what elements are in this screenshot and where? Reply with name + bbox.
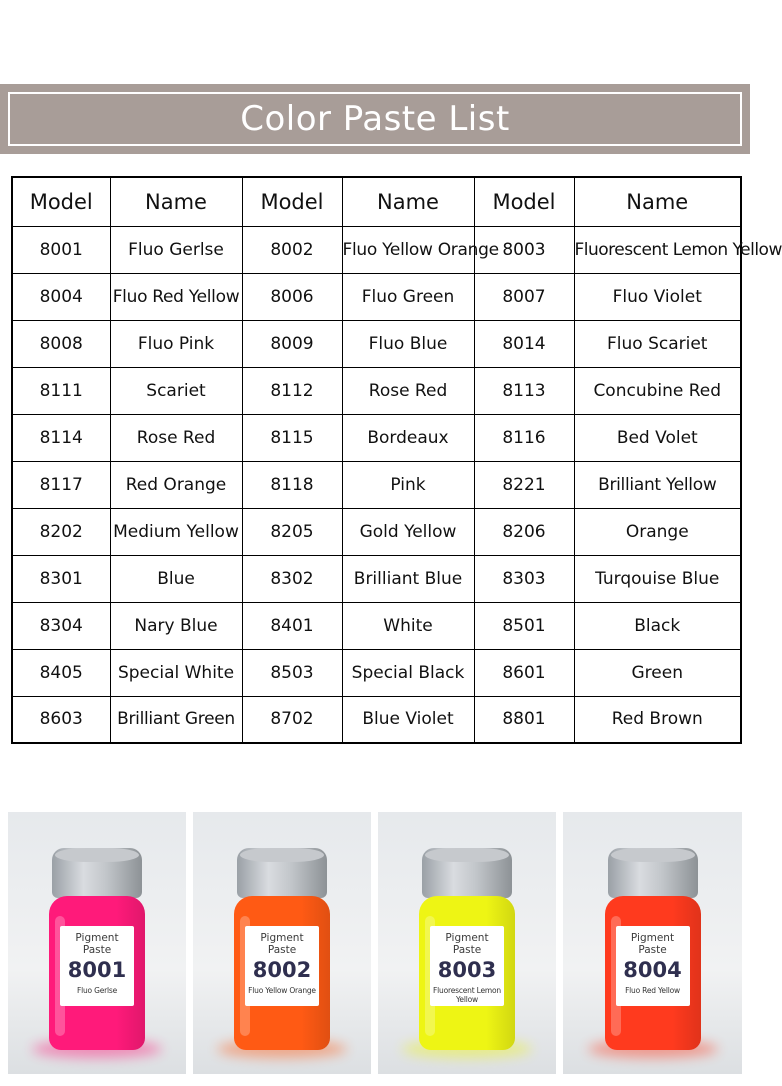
label-name: Fluorescent Lemon Yellow bbox=[433, 986, 501, 1004]
label-model: 8004 bbox=[623, 958, 682, 982]
column-header-model: Model bbox=[474, 177, 574, 226]
model-cell: 8601 bbox=[474, 649, 574, 696]
name-cell: Fluo Violet bbox=[574, 273, 741, 320]
name-cell: Red Brown bbox=[574, 696, 741, 743]
name-cell: Bed Volet bbox=[574, 414, 741, 461]
model-cell: 8114 bbox=[12, 414, 110, 461]
name-cell: Red Orange bbox=[110, 461, 242, 508]
model-cell: 8111 bbox=[12, 367, 110, 414]
model-cell: 8702 bbox=[242, 696, 342, 743]
jar-cap bbox=[422, 848, 512, 898]
jar-label bbox=[616, 926, 690, 1006]
label-title: Pigment Paste bbox=[260, 932, 304, 956]
label-model: 8001 bbox=[67, 958, 127, 982]
name-cell: Fluo Yellow Orange bbox=[342, 226, 474, 273]
jar-cap bbox=[237, 848, 327, 898]
model-cell: 8304 bbox=[12, 602, 110, 649]
product-photos bbox=[8, 812, 742, 1074]
column-header-name: Name bbox=[574, 177, 741, 226]
jar-cap bbox=[52, 848, 142, 898]
name-cell: Rose Red bbox=[342, 367, 474, 414]
product-photo bbox=[193, 812, 371, 1074]
model-cell: 8007 bbox=[474, 273, 574, 320]
name-cell: Orange bbox=[574, 508, 741, 555]
model-cell: 8501 bbox=[474, 602, 574, 649]
name-cell: Pink bbox=[342, 461, 474, 508]
model-cell: 8113 bbox=[474, 367, 574, 414]
model-cell: 8001 bbox=[12, 226, 110, 273]
label-title: Pigment Paste bbox=[445, 932, 489, 956]
product-photo bbox=[563, 812, 742, 1074]
model-cell: 8112 bbox=[242, 367, 342, 414]
model-cell: 8118 bbox=[242, 461, 342, 508]
column-header-model: Model bbox=[242, 177, 342, 226]
name-cell: Concubine Red bbox=[574, 367, 741, 414]
name-cell: Fluo Scariet bbox=[574, 320, 741, 367]
product-photo bbox=[378, 812, 556, 1074]
label-model: 8003 bbox=[437, 958, 497, 982]
table-row bbox=[12, 320, 741, 367]
table-body bbox=[12, 226, 782, 743]
model-cell: 8002 bbox=[242, 226, 342, 273]
table-header-row bbox=[12, 177, 741, 226]
model-cell: 8401 bbox=[242, 602, 342, 649]
name-cell: Black bbox=[574, 602, 741, 649]
name-cell: Fluo Green bbox=[342, 273, 474, 320]
table-row bbox=[12, 461, 741, 508]
name-cell: Blue Violet bbox=[342, 696, 474, 743]
table-row bbox=[12, 602, 741, 649]
model-cell: 8009 bbox=[242, 320, 342, 367]
table-row bbox=[12, 273, 741, 320]
name-cell: Rose Red bbox=[110, 414, 242, 461]
model-cell: 8405 bbox=[12, 649, 110, 696]
table-row bbox=[12, 649, 741, 696]
jar-label bbox=[430, 926, 504, 1006]
name-cell: Turqouise Blue bbox=[574, 555, 741, 602]
model-cell: 8008 bbox=[12, 320, 110, 367]
model-cell: 8014 bbox=[474, 320, 574, 367]
model-cell: 8503 bbox=[242, 649, 342, 696]
name-cell: Nary Blue bbox=[110, 602, 242, 649]
label-name: Fluo Red Yellow bbox=[625, 986, 680, 995]
title-frame bbox=[8, 92, 742, 146]
pigment-jar bbox=[603, 848, 703, 1050]
name-cell: Scariet bbox=[110, 367, 242, 414]
model-cell: 8303 bbox=[474, 555, 574, 602]
table-row bbox=[12, 696, 741, 743]
table-row bbox=[12, 508, 741, 555]
label-title: Pigment Paste bbox=[630, 932, 675, 956]
model-cell: 8302 bbox=[242, 555, 342, 602]
model-cell: 8206 bbox=[474, 508, 574, 555]
jar-body bbox=[234, 896, 330, 1050]
model-cell: 8205 bbox=[242, 508, 342, 555]
color-paste-table bbox=[11, 176, 782, 744]
model-cell: 8004 bbox=[12, 273, 110, 320]
model-cell: 8116 bbox=[474, 414, 574, 461]
jar-body bbox=[605, 896, 701, 1050]
name-cell: Fluorescent Lemon Yellow bbox=[574, 226, 741, 273]
table-row bbox=[12, 367, 741, 414]
model-cell: 8003 bbox=[474, 226, 574, 273]
column-header-name: Name bbox=[110, 177, 242, 226]
name-cell: Bordeaux bbox=[342, 414, 474, 461]
model-cell: 8117 bbox=[12, 461, 110, 508]
title-banner bbox=[0, 84, 750, 154]
name-cell: Special Black bbox=[342, 649, 474, 696]
page-title: Color Paste List bbox=[240, 99, 510, 139]
table-row bbox=[12, 555, 741, 602]
jar-label bbox=[60, 926, 134, 1006]
jar-body bbox=[49, 896, 145, 1050]
table-row bbox=[12, 414, 741, 461]
label-name: Fluo Gerlse bbox=[76, 986, 118, 995]
model-cell: 8603 bbox=[12, 696, 110, 743]
model-cell: 8221 bbox=[474, 461, 574, 508]
jar-body bbox=[419, 896, 515, 1050]
jar-cap bbox=[608, 848, 698, 898]
name-cell: White bbox=[342, 602, 474, 649]
name-cell: Brilliant Green bbox=[110, 696, 242, 743]
column-header-name: Name bbox=[342, 177, 474, 226]
name-cell: Fluo Red Yellow bbox=[110, 273, 242, 320]
name-cell: Fluo Pink bbox=[110, 320, 242, 367]
model-cell: 8006 bbox=[242, 273, 342, 320]
pigment-jar bbox=[417, 848, 517, 1050]
name-cell: Fluo Gerlse bbox=[110, 226, 242, 273]
column-header-model: Model bbox=[12, 177, 110, 226]
product-photo bbox=[8, 812, 186, 1074]
name-cell: Brilliant Yellow bbox=[574, 461, 741, 508]
pigment-jar bbox=[47, 848, 147, 1050]
name-cell: Green bbox=[574, 649, 741, 696]
model-cell: 8301 bbox=[12, 555, 110, 602]
name-cell: Brilliant Blue bbox=[342, 555, 474, 602]
model-cell: 8202 bbox=[12, 508, 110, 555]
label-model: 8002 bbox=[252, 958, 312, 982]
name-cell: Special White bbox=[110, 649, 242, 696]
model-cell: 8801 bbox=[474, 696, 574, 743]
table-row bbox=[12, 226, 741, 273]
label-name: Fluo Yellow Orange bbox=[248, 986, 316, 995]
label-title: Pigment Paste bbox=[75, 932, 119, 956]
pigment-jar bbox=[232, 848, 332, 1050]
name-cell: Medium Yellow bbox=[110, 508, 242, 555]
name-cell: Gold Yellow bbox=[342, 508, 474, 555]
model-cell: 8115 bbox=[242, 414, 342, 461]
name-cell: Blue bbox=[110, 555, 242, 602]
jar-label bbox=[245, 926, 319, 1006]
name-cell: Fluo Blue bbox=[342, 320, 474, 367]
